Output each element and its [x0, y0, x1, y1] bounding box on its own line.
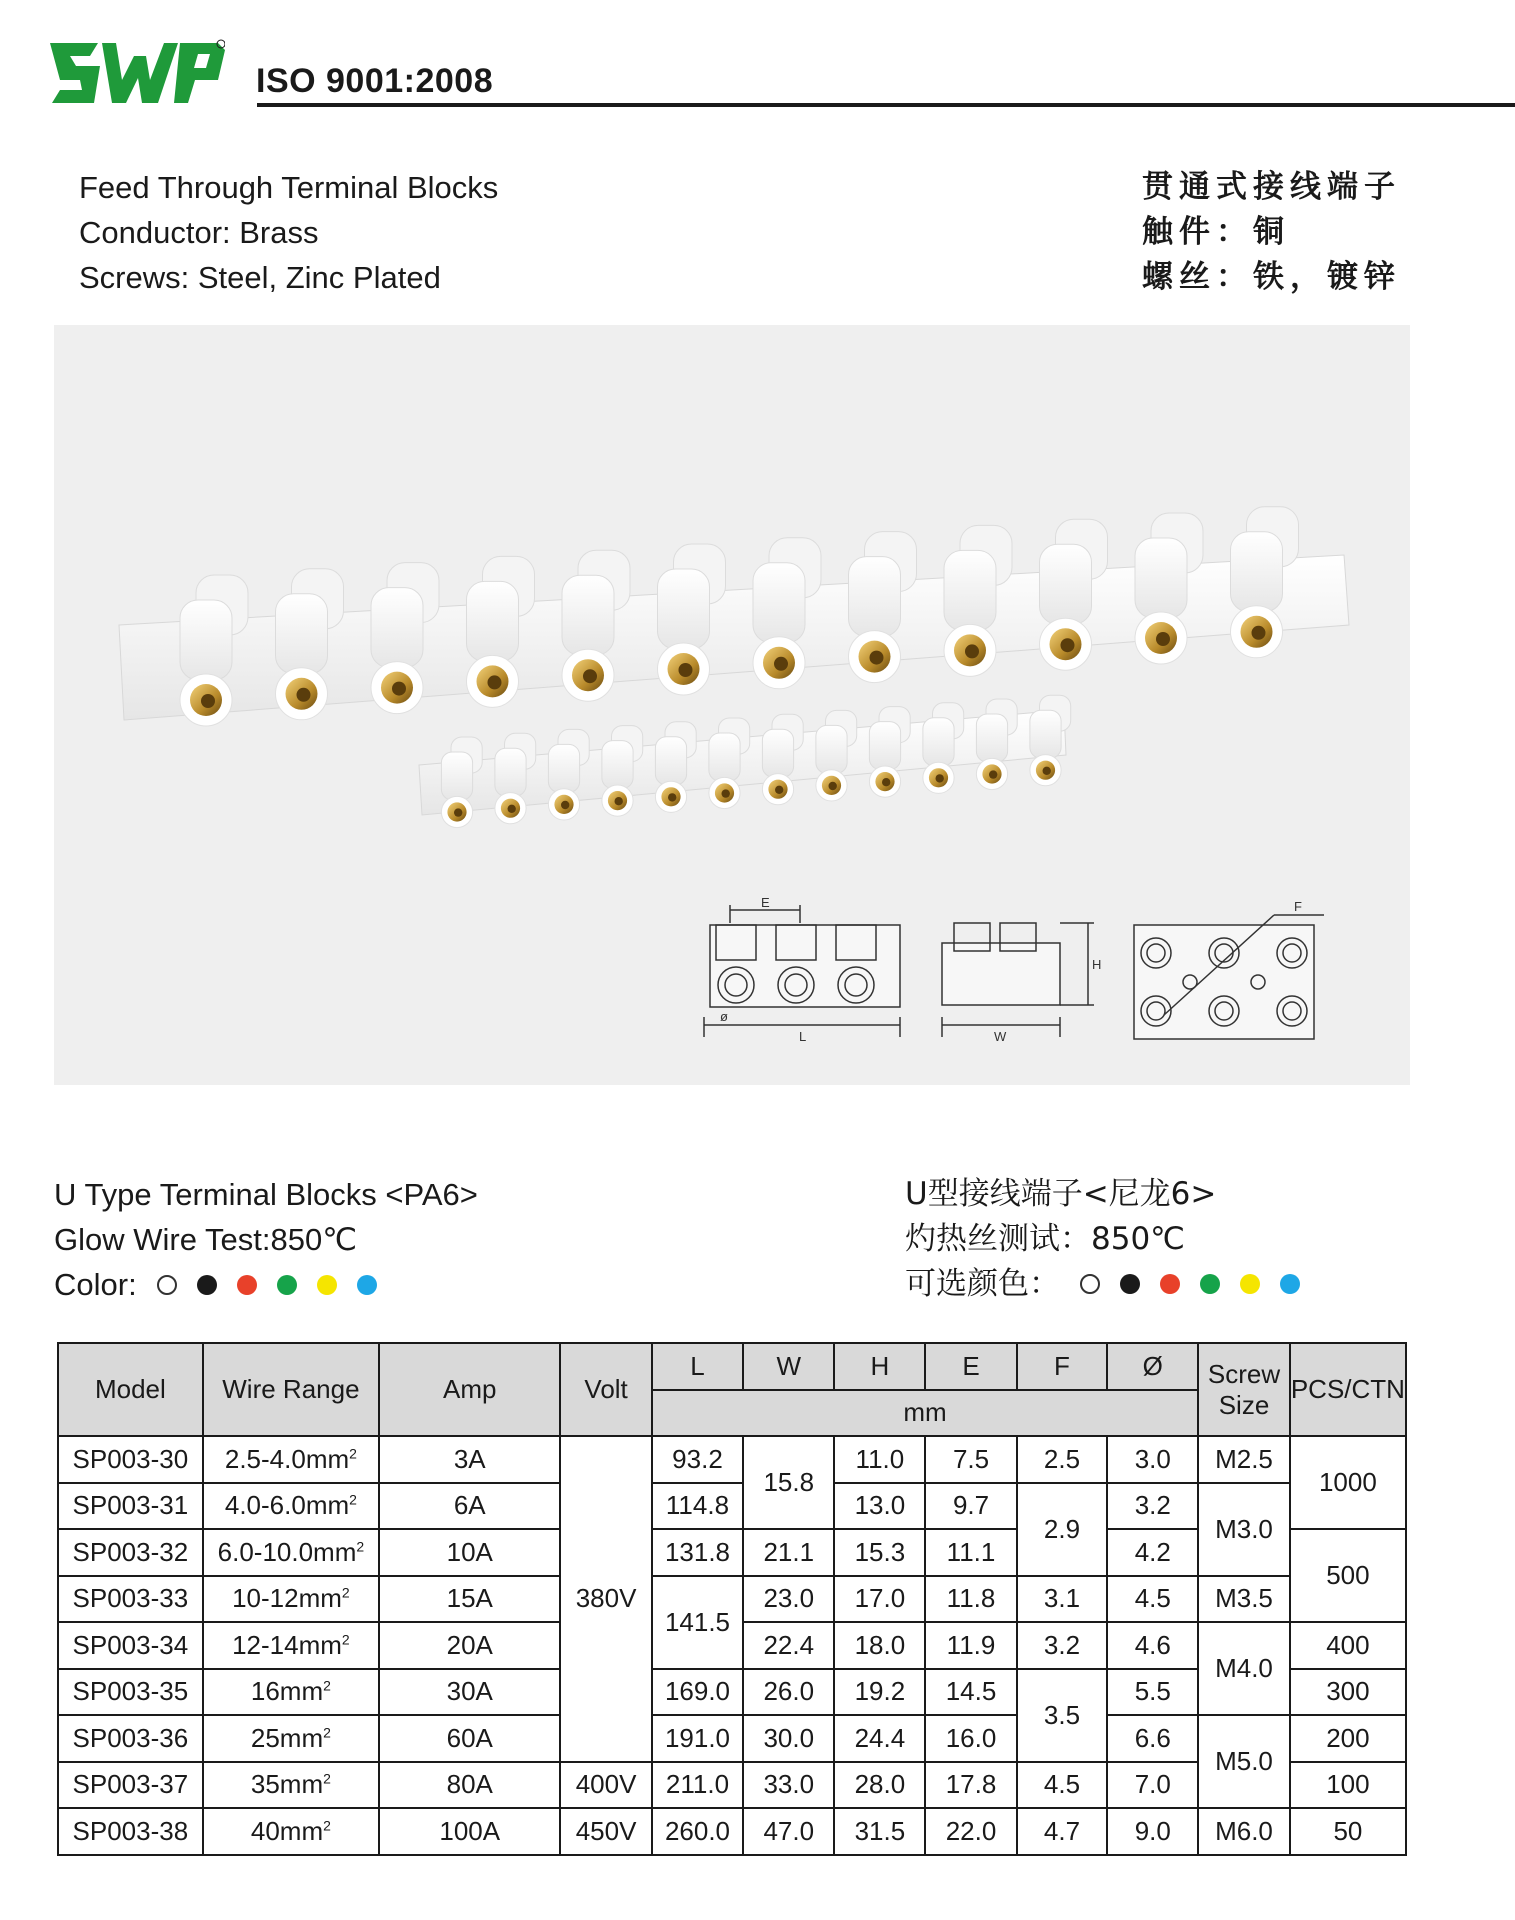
color-swatch — [157, 1275, 177, 1295]
cell-screw-merged: M3.0 — [1198, 1483, 1290, 1576]
cell-h: 13.0 — [834, 1483, 925, 1530]
th-screw-size-line2: Size — [1218, 1389, 1270, 1420]
cell-wire-range — [203, 1483, 379, 1530]
wire-unit-sup: 2 — [349, 1491, 357, 1508]
wire-unit-sup: 2 — [323, 1677, 331, 1694]
section-title-cn: U型接线端子<尼龙6> — [905, 1176, 1217, 1212]
dim-label-w: W — [994, 1029, 1007, 1044]
cell-f-merged: 2.9 — [1017, 1483, 1108, 1576]
header-rule — [257, 103, 1515, 107]
spec-english — [79, 165, 498, 300]
color-options — [54, 1262, 478, 1307]
front-view-drawing — [704, 905, 900, 1037]
th-f: F — [1017, 1343, 1108, 1390]
spec-title: Feed Through Terminal Blocks — [79, 170, 499, 205]
wire-value: 40mm — [250, 1815, 324, 1846]
cell-e: 11.9 — [925, 1622, 1016, 1669]
wire-value: 2.5-4.0mm — [224, 1443, 350, 1474]
wire-unit-sup: 2 — [323, 1770, 331, 1787]
th-e: E — [925, 1343, 1016, 1390]
cell-dia: 5.5 — [1107, 1669, 1198, 1716]
cell-dia: 6.6 — [1107, 1715, 1198, 1762]
cell-amp: 3A — [379, 1436, 560, 1483]
th-mm-unit: mm — [652, 1390, 1198, 1437]
cell-h: 19.2 — [834, 1669, 925, 1716]
cell-wire-range — [203, 1762, 379, 1809]
cell-pcs: 200 — [1290, 1715, 1406, 1762]
cell-e: 9.7 — [925, 1483, 1016, 1530]
cell-amp: 30A — [379, 1669, 560, 1716]
cell-f: 4.7 — [1017, 1808, 1108, 1855]
product-photo-panel — [54, 325, 1410, 1085]
cell-h: 28.0 — [834, 1762, 925, 1809]
spec-table — [57, 1342, 1407, 1856]
top-view-drawing — [1134, 915, 1324, 1039]
color-swatch — [1160, 1274, 1180, 1294]
section-chinese — [905, 1172, 1320, 1307]
cell-f: 3.2 — [1017, 1622, 1108, 1669]
color-swatch — [1080, 1274, 1100, 1294]
cell-l: 169.0 — [652, 1669, 743, 1716]
wire-unit-sup: 2 — [356, 1538, 365, 1555]
cell-w: 30.0 — [743, 1715, 834, 1762]
cell-wire-range — [203, 1576, 379, 1623]
wire-unit-sup: 2 — [349, 1445, 357, 1462]
cell-e: 17.8 — [925, 1762, 1016, 1809]
cell-amp: 60A — [379, 1715, 560, 1762]
cell-f: 2.5 — [1017, 1436, 1108, 1483]
cell-dia: 3.0 — [1107, 1436, 1198, 1483]
large-terminal-strip — [119, 507, 1349, 726]
dim-label-l: L — [799, 1029, 807, 1044]
cell-model: SP003-35 — [58, 1669, 203, 1716]
wire-value: 25mm — [250, 1722, 324, 1753]
cell-wire-range — [203, 1808, 379, 1855]
cell-amp: 100A — [379, 1808, 560, 1855]
th-screw-size-line1: Screw — [1207, 1358, 1281, 1389]
cell-h: 18.0 — [834, 1622, 925, 1669]
cell-l: 211.0 — [652, 1762, 743, 1809]
wire-unit-sup: 2 — [323, 1724, 331, 1741]
cell-l: 114.8 — [652, 1483, 743, 1530]
dim-label-h: H — [1092, 957, 1102, 972]
th-model: Model — [58, 1343, 203, 1436]
th-h: H — [834, 1343, 925, 1390]
th-amp: Amp — [379, 1343, 560, 1436]
dim-label-dia: ø — [720, 1009, 728, 1024]
color-label-cn: 可选颜色： — [905, 1266, 1060, 1302]
cell-wire-range — [203, 1436, 379, 1483]
glow-wire-test: Glow Wire Test:850℃ — [54, 1222, 358, 1257]
color-swatch — [317, 1275, 337, 1295]
th-screw-size — [1198, 1343, 1290, 1436]
cell-dia: 3.2 — [1107, 1483, 1198, 1530]
th-dia: Ø — [1107, 1343, 1198, 1390]
cell-screw: M6.0 — [1198, 1808, 1290, 1855]
color-swatches — [137, 1262, 397, 1307]
th-wire-range: Wire Range — [203, 1343, 379, 1436]
wire-unit-sup: 2 — [341, 1584, 350, 1601]
spec-title-cn: 贯通式接线端子 — [1142, 169, 1401, 205]
cell-h: 11.0 — [834, 1436, 925, 1483]
color-label: Color: — [54, 1267, 137, 1302]
color-swatch — [197, 1275, 217, 1295]
color-swatch — [357, 1275, 377, 1295]
cell-w: 23.0 — [743, 1576, 834, 1623]
cell-e: 16.0 — [925, 1715, 1016, 1762]
cell-w: 22.4 — [743, 1622, 834, 1669]
page-header — [0, 0, 1515, 120]
cell-screw: M2.5 — [1198, 1436, 1290, 1483]
cell-dia: 9.0 — [1107, 1808, 1198, 1855]
spec-conductor: Conductor: Brass — [79, 215, 319, 250]
cell-e: 22.0 — [925, 1808, 1016, 1855]
cell-w: 26.0 — [743, 1669, 834, 1716]
spec-conductor-cn: 触件：铜 — [1142, 214, 1290, 250]
color-options-cn — [905, 1262, 1320, 1307]
wire-value: 12-14mm — [232, 1629, 342, 1660]
iso-standard: ISO 9001:2008 — [256, 62, 494, 100]
cell-model: SP003-36 — [58, 1715, 203, 1762]
cell-l: 131.8 — [652, 1529, 743, 1576]
table-row — [58, 1715, 1406, 1762]
cell-f-merged: 3.5 — [1017, 1669, 1108, 1762]
wire-unit-sup: 2 — [323, 1817, 331, 1834]
table-row — [58, 1576, 1406, 1623]
color-swatch — [1280, 1274, 1300, 1294]
wire-value: 35mm — [250, 1769, 324, 1800]
cell-pcs-merged: 500 — [1290, 1529, 1406, 1622]
cell-volt: 450V — [560, 1808, 651, 1855]
table-row — [58, 1808, 1406, 1855]
cell-model: SP003-30 — [58, 1436, 203, 1483]
cell-model: SP003-38 — [58, 1808, 203, 1855]
cell-screw: M3.5 — [1198, 1576, 1290, 1623]
cell-w: 21.1 — [743, 1529, 834, 1576]
th-l: L — [652, 1343, 743, 1390]
cell-dia: 4.6 — [1107, 1622, 1198, 1669]
cell-f: 4.5 — [1017, 1762, 1108, 1809]
table-row — [58, 1436, 1406, 1483]
section-english — [54, 1172, 478, 1307]
dim-label-e: E — [761, 895, 770, 910]
cell-model: SP003-34 — [58, 1622, 203, 1669]
cell-volt-merged: 380V — [560, 1436, 651, 1762]
th-w: W — [743, 1343, 834, 1390]
side-view-drawing — [942, 923, 1094, 1037]
cell-e: 7.5 — [925, 1436, 1016, 1483]
spec-chinese — [1142, 165, 1401, 300]
cell-l-merged: 141.5 — [652, 1576, 743, 1669]
cell-h: 31.5 — [834, 1808, 925, 1855]
cell-amp: 10A — [379, 1529, 560, 1576]
cell-volt: 400V — [560, 1762, 651, 1809]
cell-e: 11.1 — [925, 1529, 1016, 1576]
cell-e: 14.5 — [925, 1669, 1016, 1716]
product-illustration — [54, 325, 1410, 1085]
th-pcs-ctn: PCS/CTN — [1290, 1343, 1406, 1436]
th-volt: Volt — [560, 1343, 651, 1436]
wire-value: 4.0-6.0mm — [224, 1490, 350, 1521]
dim-label-f: F — [1294, 899, 1302, 914]
cell-pcs: 400 — [1290, 1622, 1406, 1669]
glow-wire-test-cn: 灼热丝测试：850℃ — [905, 1221, 1185, 1257]
wire-value: 16mm — [250, 1676, 324, 1707]
section-title: U Type Terminal Blocks <PA6> — [54, 1177, 478, 1212]
cell-dia: 4.2 — [1107, 1529, 1198, 1576]
cell-w: 47.0 — [743, 1808, 834, 1855]
cell-h: 24.4 — [834, 1715, 925, 1762]
cell-f: 3.1 — [1017, 1576, 1108, 1623]
cell-model: SP003-37 — [58, 1762, 203, 1809]
table-row — [58, 1483, 1406, 1530]
cell-amp: 20A — [379, 1622, 560, 1669]
wire-value: 10-12mm — [232, 1583, 342, 1614]
swp-logo — [50, 38, 225, 113]
color-swatch — [277, 1275, 297, 1295]
cell-h: 17.0 — [834, 1576, 925, 1623]
cell-amp: 15A — [379, 1576, 560, 1623]
cell-dia: 7.0 — [1107, 1762, 1198, 1809]
color-swatch — [237, 1275, 257, 1295]
cell-amp: 80A — [379, 1762, 560, 1809]
spec-screws-cn: 螺丝：铁，镀锌 — [1142, 259, 1401, 295]
small-terminal-strip — [419, 695, 1071, 827]
cell-pcs-merged: 1000 — [1290, 1436, 1406, 1529]
cell-wire-range — [203, 1669, 379, 1716]
wire-value: 6.0-10.0mm — [217, 1536, 357, 1567]
cell-model: SP003-33 — [58, 1576, 203, 1623]
cell-w-merged: 15.8 — [743, 1436, 834, 1529]
wire-unit-sup: 2 — [341, 1631, 350, 1648]
cell-model: SP003-31 — [58, 1483, 203, 1530]
cell-e: 11.8 — [925, 1576, 1016, 1623]
cell-screw-merged: M5.0 — [1198, 1715, 1290, 1808]
cell-pcs: 300 — [1290, 1669, 1406, 1716]
cell-wire-range — [203, 1715, 379, 1762]
cell-w: 33.0 — [743, 1762, 834, 1809]
cell-dia: 4.5 — [1107, 1576, 1198, 1623]
color-swatch — [1240, 1274, 1260, 1294]
color-swatches-cn — [1060, 1262, 1320, 1307]
cell-pcs: 100 — [1290, 1762, 1406, 1809]
cell-model: SP003-32 — [58, 1529, 203, 1576]
cell-l: 260.0 — [652, 1808, 743, 1855]
cell-l: 191.0 — [652, 1715, 743, 1762]
cell-amp: 6A — [379, 1483, 560, 1530]
color-swatch — [1200, 1274, 1220, 1294]
spec-screws: Screws: Steel, Zinc Plated — [79, 260, 441, 295]
cell-wire-range — [203, 1529, 379, 1576]
cell-pcs: 50 — [1290, 1808, 1406, 1855]
cell-l: 93.2 — [652, 1436, 743, 1483]
cell-wire-range — [203, 1622, 379, 1669]
cell-h: 15.3 — [834, 1529, 925, 1576]
cell-screw-merged: M4.0 — [1198, 1622, 1290, 1715]
color-swatch — [1120, 1274, 1140, 1294]
